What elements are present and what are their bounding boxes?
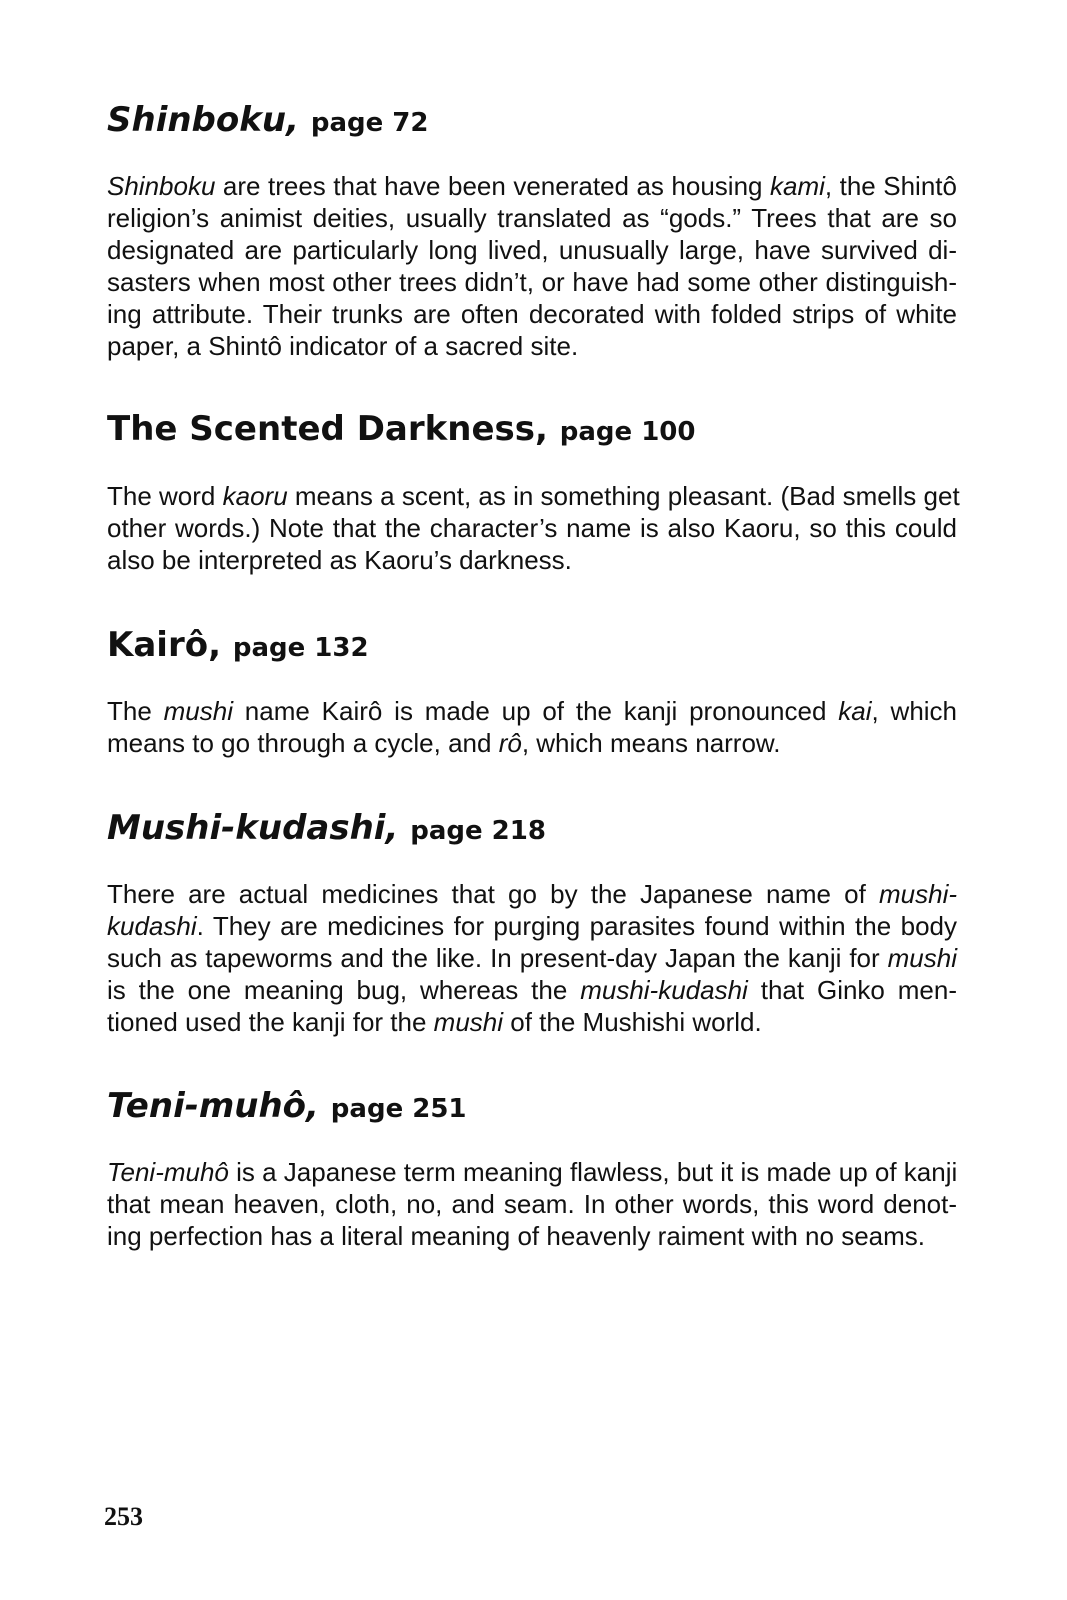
italic-term: Shinboku [107, 171, 216, 201]
body-line [107, 1156, 957, 1188]
entry-page-ref: page 251 [330, 1094, 467, 1124]
body-line [107, 170, 957, 202]
body-line [107, 1006, 957, 1038]
entry-body [107, 878, 957, 1038]
body-text: that Ginko men- [747, 975, 957, 1005]
glossary-entry-scented-darkness [107, 409, 967, 575]
entry-heading [107, 409, 967, 452]
body-text: means to go through a cycle, and [107, 728, 499, 758]
body-text: religion’s animist deities, usually translated as “gods.” Trees that are so [107, 203, 957, 233]
italic-term: kami [770, 171, 825, 201]
italic-term: kai [838, 696, 872, 726]
body-line [107, 544, 957, 576]
italic-term: kudashi [107, 911, 197, 941]
body-line [107, 266, 957, 298]
body-text: that mean heaven, cloth, no, and seam. In other words, this word denot- [107, 1189, 957, 1219]
body-text: other words.) Note that the character’s name is also Kaoru, so this could [107, 513, 957, 543]
entry-page-ref: page 218 [410, 816, 546, 846]
entry-heading [107, 625, 967, 668]
body-line [107, 1220, 957, 1252]
entry-term: Shinboku, [107, 100, 299, 140]
body-text: of the Mushishi world. [503, 1007, 762, 1037]
body-text: There are actual medicines that go by the Japanese name of [107, 879, 879, 909]
entry-body [107, 1156, 957, 1252]
body-text: paper, a Shintô indicator of a sacred site. [107, 331, 579, 361]
body-text: , the Shintô [824, 171, 957, 201]
body-text: are trees that have been venerated as housing [215, 171, 770, 201]
body-text: is the one meaning bug, whereas the [107, 975, 581, 1005]
italic-term: mushi- [878, 879, 957, 909]
italic-term: Teni-muhô [107, 1157, 229, 1187]
body-text: name Kairô is made up of the kanji pronounced [232, 696, 839, 726]
glossary-entry-kairo [107, 625, 967, 758]
entry-body [107, 480, 960, 576]
italic-term: mushi-kudashi [580, 975, 748, 1005]
entry-term: The Scented Darkness, [107, 409, 548, 449]
body-text: The word [107, 481, 223, 511]
body-line [107, 878, 957, 910]
body-text: , which [871, 696, 958, 726]
entry-heading [107, 808, 967, 851]
body-line [107, 234, 957, 266]
body-line [107, 942, 957, 974]
entry-term: Teni-muhô, [107, 1086, 319, 1126]
body-line [107, 727, 957, 759]
body-text: , which means narrow. [521, 728, 781, 758]
body-text: The [107, 696, 164, 726]
glossary-entry-shinboku [107, 100, 967, 361]
body-line [107, 974, 957, 1006]
glossary-entry-mushi-kudashi [107, 808, 967, 1037]
entry-page-ref: page 132 [232, 633, 369, 663]
body-line [107, 480, 960, 512]
body-line [107, 202, 957, 234]
entry-body [107, 170, 957, 362]
body-text: tioned used the kanji for the [107, 1007, 434, 1037]
page-number: 253 [104, 1502, 143, 1531]
body-line [107, 1188, 957, 1220]
entry-term: Mushi-kudashi, [107, 808, 399, 848]
body-line [107, 298, 957, 330]
entry-heading [107, 100, 967, 143]
body-text: means a scent, as in something pleasant. (Bad smells get [287, 481, 960, 511]
body-line [107, 330, 957, 362]
body-text: is a Japanese term meaning flawless, but it is made up of kanji [228, 1157, 958, 1187]
body-text: also be interpreted as Kaoru’s darkness. [107, 545, 572, 575]
entry-body [107, 695, 957, 759]
body-text: such as tapeworms and the like. In present-day Japan the kanji for [107, 943, 888, 973]
body-line [107, 695, 957, 727]
body-text: ing attribute. Their trunks are often decorated with folded strips of white [107, 299, 957, 329]
entry-page-ref: page 72 [310, 108, 429, 138]
italic-term: rô [498, 728, 522, 758]
entry-term: Kairô, [107, 625, 221, 665]
italic-term: mushi [163, 696, 233, 726]
italic-term: kaoru [222, 481, 288, 511]
body-text: designated are particularly long lived, unusually large, have survived di- [107, 235, 957, 265]
body-text: . They are medicines for purging parasites found within the body [196, 911, 957, 941]
entry-page-ref: page 100 [559, 417, 696, 447]
body-text: sasters when most other trees didn’t, or have had some other distinguish- [107, 267, 957, 297]
italic-term: mushi [887, 943, 957, 973]
body-line [107, 910, 957, 942]
body-text: ing perfection has a literal meaning of heavenly raiment with no seams. [107, 1221, 925, 1251]
italic-term: mushi [433, 1007, 504, 1037]
entry-heading [107, 1086, 967, 1129]
body-line [107, 512, 957, 544]
glossary-entry-teni-muho [107, 1086, 967, 1251]
